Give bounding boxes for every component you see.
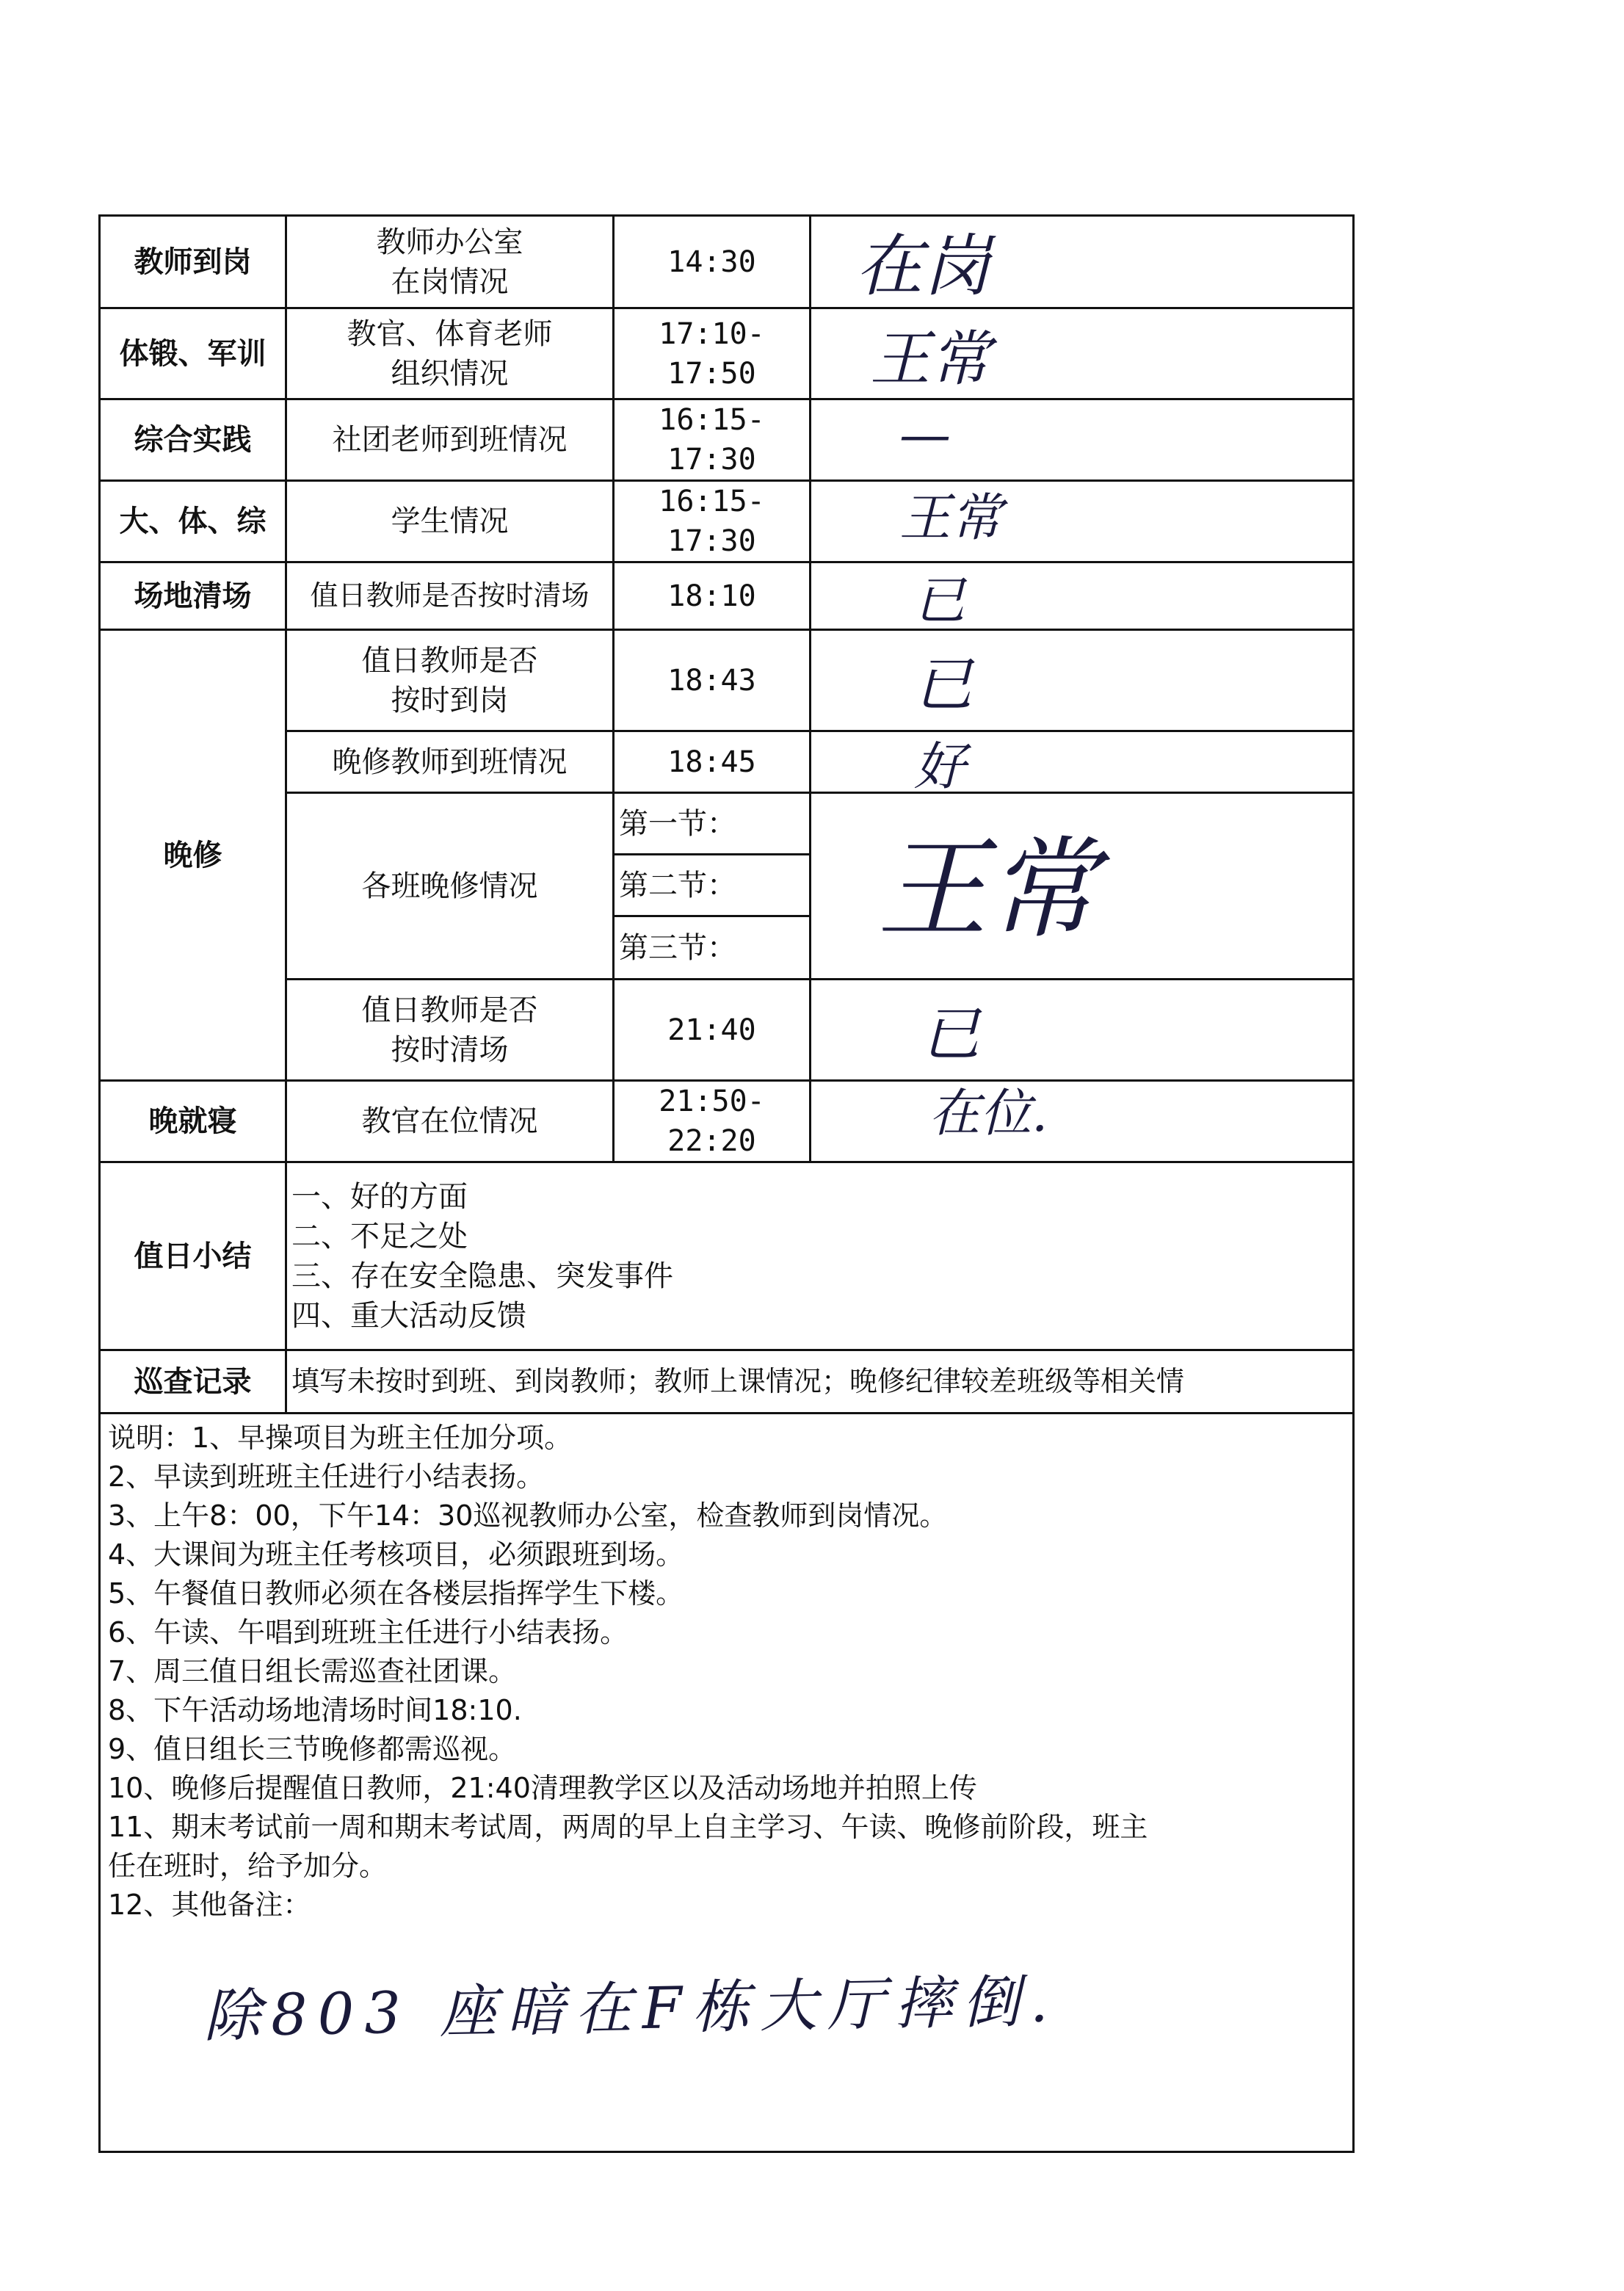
item-exercise [286,308,614,399]
category-site-clear: 场地清场 [100,562,286,630]
handwritten-signature: 已 [914,651,973,719]
category-practice: 综合实践 [100,399,286,481]
handwritten-signature: 好 [914,736,965,793]
note-line: 7、周三值日组长需巡查社团课。 [108,1655,517,1687]
row-evening-teacher [100,731,1354,793]
item-evening-clear [286,980,614,1081]
time-teacher-post: 14:30 [614,216,811,308]
item-line: 教官、体育老师 [347,316,553,351]
category-evening: 晚修 [100,630,286,1081]
item-site-clear: 值日教师是否按时清场 [286,562,614,630]
item-teacher-post [286,216,614,308]
duty-form [98,214,1352,2121]
signature-cell[interactable] [811,630,1354,731]
note-line: 任在班时，给予加分。 [108,1850,388,1882]
item-evening-teacher: 晚修教师到班情况 [286,731,614,793]
item-line: 教师办公室 [376,225,523,259]
row-site-clear [100,562,1354,630]
handwritten-signature: 王常 [899,488,1002,548]
time-practice: 16:15-17:30 [614,399,811,481]
row-practice [100,399,1354,481]
row-bedtime [100,1081,1354,1162]
item-line: 值日教师是否 [361,993,538,1027]
time-bedtime: 21:50-22:20 [614,1081,811,1162]
category-exercise: 体锻、军训 [100,308,286,399]
row-notes [100,1414,1354,2152]
category-patrol: 巡查记录 [100,1350,286,1414]
signature-cell[interactable] [811,731,1354,793]
category-bedtime: 晚就寝 [100,1081,286,1162]
time-evening-teacher: 18:45 [614,731,811,793]
section-label: 第一节： [614,793,811,855]
signature-cell[interactable] [811,216,1354,308]
note-line: 4、大课间为班主任考核项目，必须跟班到场。 [108,1538,684,1571]
row-evening-section-1 [100,793,1354,855]
signature-cell[interactable] [811,793,1354,980]
signature-cell[interactable] [811,308,1354,399]
category-teacher-post: 教师到岗 [100,216,286,308]
handwritten-signature: 在位. [929,1083,1048,1143]
item-line: 按时到岗 [391,683,509,717]
handwritten-signature: 王常 [877,826,1098,954]
row-evening-arrive [100,630,1354,731]
note-line: 12、其他备注： [108,1889,311,1921]
row-summary [100,1162,1354,1350]
summary-line: 三、存在安全隐患、突发事件 [291,1259,673,1293]
handwritten-signature: 在岗 [855,227,991,305]
item-line: 组织情况 [391,356,509,391]
handwritten-signature: 已 [921,1000,980,1068]
signature-cell[interactable] [811,1081,1354,1162]
handwritten-signature: 已 [914,571,965,630]
category-big-sports: 大、体、综 [100,481,286,562]
note-line: 2、早读到班班主任进行小结表扬。 [108,1461,545,1493]
item-practice: 社团老师到班情况 [286,399,614,481]
summary-line: 一、好的方面 [291,1179,468,1214]
handwritten-remark: 除803 座暗在F栋大厅摔倒. [203,1969,1059,2050]
summary-line: 二、不足之处 [291,1219,468,1253]
note-line: 8、下午活动场地清场时间18:10. [108,1694,522,1726]
item-evening-classes: 各班晚修情况 [286,793,614,980]
note-line: 5、午餐值日教师必须在各楼层指挥学生下楼。 [108,1577,684,1610]
item-big-sports: 学生情况 [286,481,614,562]
item-line: 按时清场 [391,1032,509,1067]
item-line: 值日教师是否 [361,643,538,678]
note-line: 说明：1、早操项目为班主任加分项。 [108,1422,573,1454]
row-teacher-post [100,216,1354,308]
section-label: 第二节： [614,855,811,916]
duty-table [98,214,1355,2153]
note-line: 9、值日组长三节晚修都需巡视。 [108,1733,517,1765]
row-big-sports [100,481,1354,562]
note-line: 10、晚修后提醒值日教师，21:40清理教学区以及活动场地并拍照上传 [108,1772,977,1804]
summary-cell[interactable] [286,1162,1354,1350]
note-line: 3、上午8：00，下午14：30巡视教师办公室，检查教师到岗情况。 [108,1499,948,1532]
time-exercise: 17:10-17:50 [614,308,811,399]
row-exercise [100,308,1354,399]
item-evening-arrive [286,630,614,731]
signature-cell[interactable] [811,481,1354,562]
time-big-sports: 16:15-17:30 [614,481,811,562]
note-line: 11、期末考试前一周和期末考试周，两周的早上自主学习、午读、晚修前阶段，班主 [108,1811,1148,1843]
handwritten-signature: 王常 [870,325,990,394]
row-evening-clear [100,980,1354,1081]
time-evening-clear: 21:40 [614,980,811,1081]
category-summary: 值日小结 [100,1162,286,1350]
section-label: 第三节： [614,916,811,980]
summary-line: 四、重大活动反馈 [291,1298,526,1333]
item-line: 在岗情况 [391,264,509,299]
patrol-cell[interactable]: 填写未按时到班、到岗教师；教师上课情况；晚修纪律较差班级等相关情 [286,1350,1354,1414]
time-evening-arrive: 18:43 [614,630,811,731]
signature-cell[interactable] [811,562,1354,630]
row-patrol [100,1350,1354,1414]
item-bedtime: 教官在位情况 [286,1081,614,1162]
signature-cell[interactable] [811,980,1354,1081]
handwritten-signature: — [899,405,951,465]
notes-cell [100,1414,1354,2152]
time-site-clear: 18:10 [614,562,811,630]
signature-cell[interactable] [811,399,1354,481]
note-line: 6、午读、午唱到班班主任进行小结表扬。 [108,1616,628,1648]
